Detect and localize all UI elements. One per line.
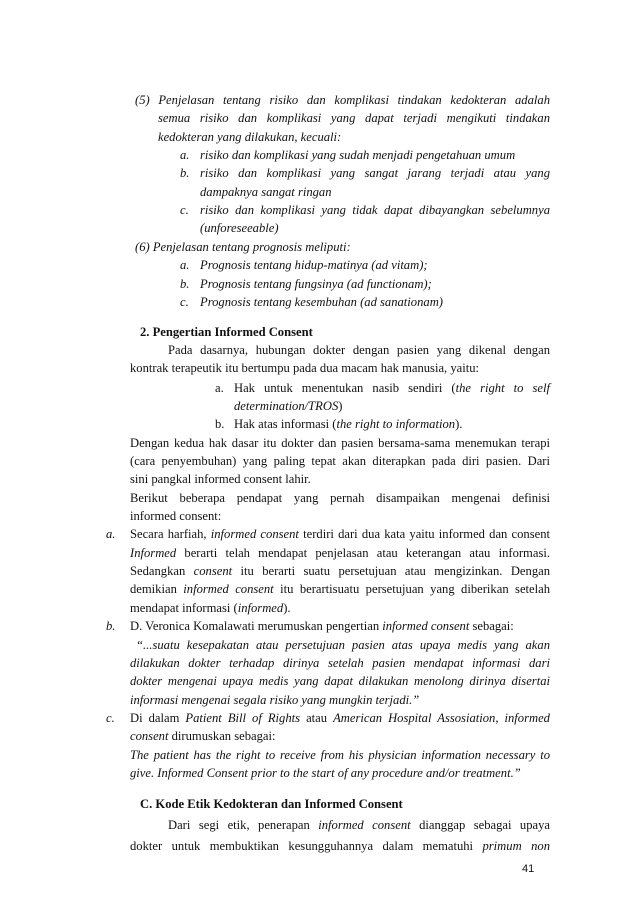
right-b-line: Hak atas informasi (the right to information). — [234, 417, 463, 432]
right-a-marker: a. — [215, 380, 224, 395]
section2-p2-line3: sini pangkal informed consent lahir. — [130, 472, 311, 487]
section2-p3-line1: Berikut beberapa pendapat yang pernah disampaikan mengenai definisi — [130, 490, 550, 505]
def-a-line1: Secara harfiah, informed consent terdiri dari dua kata yaitu informed dan consent — [130, 527, 551, 542]
section2-p1-line2: kontrak terapeutik itu bertumpu pada dua macam hak manusia, yaitu: — [130, 361, 480, 376]
item5-c-marker: c. — [180, 203, 189, 218]
item6-c-marker: c. — [180, 294, 189, 309]
def-a-line2: Informed berarti telah mendapat penjelasan atau keterangan atau informasi. — [130, 545, 550, 560]
section2-p2-line2: (cara penyembuhan) yang paling tepat akan diterapkan pada diri pasien. Dari — [130, 453, 550, 468]
item5-line1: (5) Penjelasan tentang risiko dan komplikasi tindakan kedokteran adalah — [135, 93, 550, 107]
item6-a-text: Prognosis tentang hidup-matinya (ad vitam); — [200, 258, 428, 273]
def-b-marker: b. — [106, 619, 116, 634]
section2-heading: 2. Pengertian Informed Consent — [140, 324, 313, 339]
item5-c-text1: risiko dan komplikasi yang tidak dapat dibayangkan sebelumnya — [200, 203, 550, 218]
item5-line2: semua risiko dan komplikasi yang dapat terjadi mengikuti tindakan — [158, 111, 550, 126]
def-a-line3: Sedangkan consent itu berarti suatu persetujuan atau mengizinkan. Dengan — [130, 564, 550, 579]
section2-p1-line1: Pada dasarnya, hubungan dokter dengan pasien yang dikenal dengan — [168, 342, 550, 357]
def-c-quote1: The patient has the right to receive from his physician information necessary to — [130, 747, 550, 762]
item6-b-marker: b. — [180, 276, 190, 291]
item5-a-text: risiko dan komplikasi yang sudah menjadi pengetahuan umum — [200, 148, 516, 163]
def-c-marker: c. — [106, 710, 115, 725]
def-a-line5: mendapat informasi (informed). — [130, 600, 291, 615]
def-c-line2: consent dirumuskan sebagai: — [130, 729, 276, 744]
item5-c-text2: (unforeseeable) — [200, 221, 279, 236]
item6-b-text: Prognosis tentang fungsinya (ad functionam); — [200, 276, 432, 291]
def-b-quote4: informasi mengenai segala risiko yang mungkin terjadi.” — [130, 692, 420, 707]
section2-p2-line1: Dengan kedua hak dasar itu dokter dan pasien bersama-sama menemukan terapi — [130, 435, 550, 450]
item5-b-text1: risiko dan komplikasi yang sangat jarang terjadi atau yang — [200, 166, 550, 181]
def-b-quote2: dilakukan dokter terhadap dirinya setelah pasien mendapat informasi dari — [130, 655, 550, 670]
right-b-marker: b. — [215, 417, 225, 432]
item5-b-marker: b. — [180, 166, 190, 181]
def-c-line1: Di dalam Patient Bill of Rights atau American Hospital Assosiation, informed — [130, 710, 550, 725]
sectionC-heading: C. Kode Etik Kedokteran dan Informed Consent — [140, 797, 403, 811]
def-b-line1: D. Veronica Komalawati merumuskan pengertian informed consent sebagai: — [130, 619, 514, 634]
def-a-line4: demikian informed consent itu berartisuatu persetujuan yang diberikan setelah — [130, 582, 551, 597]
def-b-quote3: dokter mengenai upaya medis yang dapat dilakukan menolong dirinya disertai — [130, 674, 550, 689]
item6-line: (6) Penjelasan tentang prognosis meliputi: — [135, 239, 351, 254]
page-number: 41 — [522, 863, 535, 875]
item5-a-marker: a. — [180, 148, 190, 163]
item6-c-text: Prognosis tentang kesembuhan (ad sanationam) — [200, 294, 443, 309]
def-c-quote2: give. Informed Consent prior to the start of any procedure and/or treatment.” — [130, 765, 521, 780]
def-a-marker: a. — [106, 527, 116, 542]
sectionC-line2: dokter untuk membuktikan kesungguhannya dalam mematuhi primum non — [130, 839, 550, 853]
def-b-quote1: “...suatu kesepakatan atau persetujuan pasien atas upaya medis yang akan — [136, 637, 550, 652]
right-a-line1: Hak untuk menentukan nasib sendiri (the right to self — [234, 380, 550, 395]
item5-b-text2: dampaknya sangat ringan — [200, 184, 332, 199]
right-a-line2: determination/TROS) — [234, 398, 343, 413]
section2-p3-line2: informed consent: — [130, 509, 222, 524]
item5-line3: kedokteran yang dilakukan, kecuali: — [158, 129, 342, 144]
item6-a-marker: a. — [180, 258, 190, 273]
sectionC-line1: Dari segi etik, penerapan informed consent dianggap sebagai upaya — [168, 818, 551, 832]
